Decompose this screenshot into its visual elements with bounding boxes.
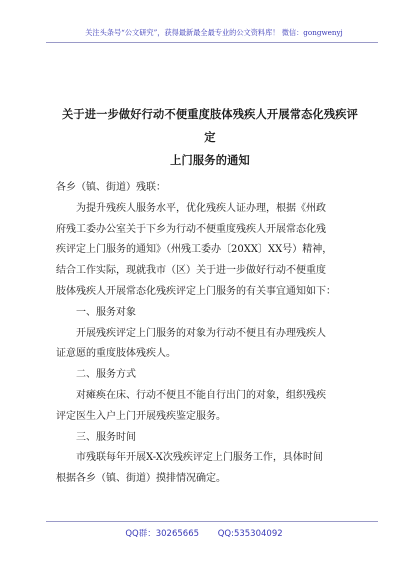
body-line: 府残工委办公室关于下乡为行动不便重度残疾人开展常态化残	[56, 223, 326, 235]
title-line-1: 关于进一步做好行动不便重度肢体残疾人开展常态化残疾评定	[61, 107, 359, 144]
footer-qq: QQ:535304092	[217, 529, 283, 539]
body-line: 为提升残疾人服务水平，优化残疾人证办理，根据《州政	[76, 202, 326, 214]
body-line: 结合工作实际，现就我市（区）关于进一步做好行动不便重度	[56, 265, 326, 277]
body-line: 肢体残疾人开展常态化残疾评定上门服务的有关事宜通知如下：	[56, 285, 336, 297]
body-line: 开展残疾评定上门服务的对象为行动不便且有办理残疾人	[76, 327, 326, 339]
header-divider	[46, 42, 378, 43]
footer-qq-group: QQ群：30265665	[125, 529, 200, 539]
salutation: 各乡（镇、街道）残联：	[56, 182, 166, 193]
section-heading: 二、服务方式	[76, 369, 136, 381]
title-line-2: 上门服务的通知	[170, 153, 250, 167]
body-line: 对瘫痪在床、行动不便且不能自行出门的对象，组织残疾	[76, 389, 326, 401]
footer	[0, 527, 408, 539]
document-title	[60, 103, 360, 172]
body-line: 根据各乡（镇、街道）摸排情况确定。	[56, 473, 226, 485]
section-heading: 三、服务时间	[76, 431, 136, 443]
header-banner: 关注头条号“公文研究”，获得最新最全最专业的公文资料库！ 微信：gongwenyj	[85, 28, 343, 37]
body-line: 证意愿的重度肢体残疾人。	[56, 348, 176, 360]
body-line: 疾评定上门服务的通知》（州残工委办〔20XX〕XX号）精神，	[56, 244, 333, 256]
body-line: 评定医生入户上门开展残疾鉴定服务。	[56, 410, 226, 422]
footer-divider	[46, 521, 378, 522]
body-line: 市残联每年开展X-X次残疾评定上门服务工作，具体时间	[76, 452, 323, 464]
section-heading: 一、服务对象	[76, 306, 136, 318]
document-body	[56, 178, 370, 490]
